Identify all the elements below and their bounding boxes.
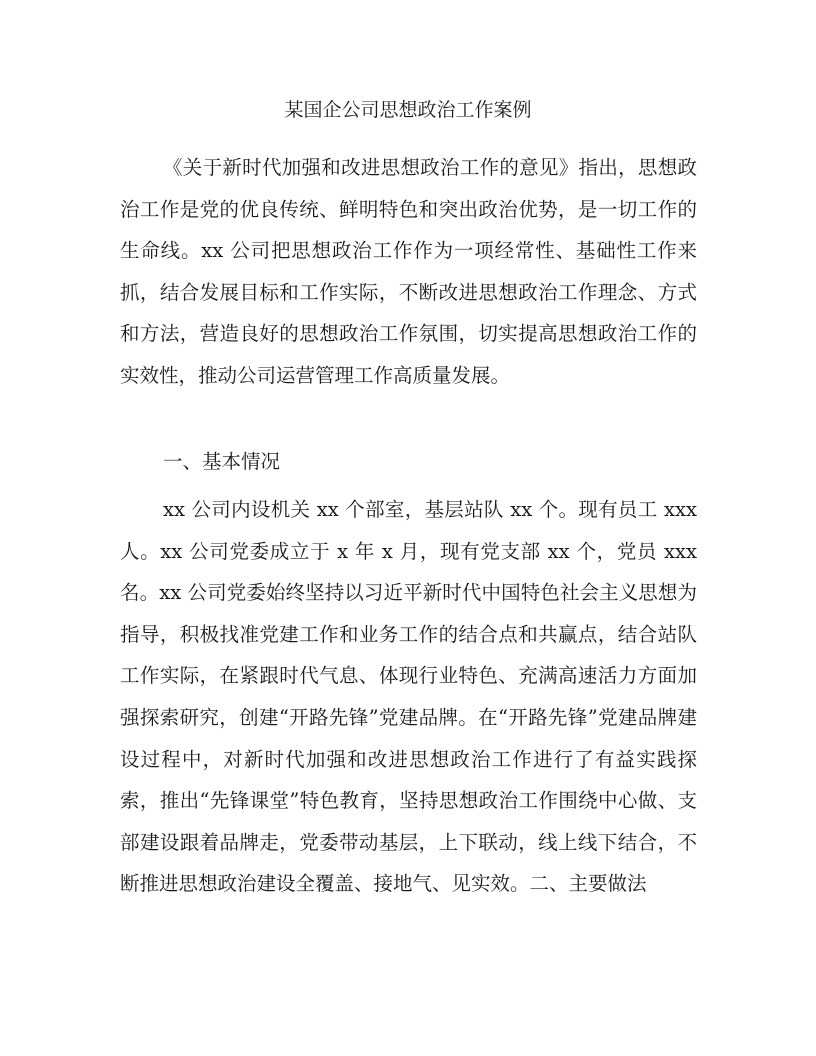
document-title: 某国企公司思想政治工作案例 — [284, 99, 532, 121]
basic-situation-paragraph: xx 公司内设机关 xx 个部室，基层站队 xx 个。现有员工 xxx 人。xx 公司党委成立于 x 年 x 月，现有党支部 xx 个，党员 xxx 名。xx 公司党委始终坚持以习近平新时代中国特色社会主义思想为指导，积极找准党建工作和业务工作的结合点和共赢点，结合站队工作实际，在紧跟时代气息、体现行业特色、充满高速活力方面加强探索研究，创建“开路先锋”党建品牌。在“开路先锋”党建品牌建设过程中，对新时代加强和改进思想政治工作进行了有益实践探索，推出“先锋课堂”特色教育，坚持思想政治工作围绕中心做、支部建设跟着品牌走，党委带动基层，上下联动，线上线下结合，不断推进思想政治建设全覆盖、接地气、见实效。二、主要做法 — [120, 498, 697, 896]
intro-paragraph: 《关于新时代加强和改进思想政治工作的意见》指出，思想政治工作是党的优良传统、鲜明特色和突出政治优势，是一切工作的生命线。xx 公司把思想政治工作作为一项经常性、基础性工作来抓，结合发展目标和工作实际，不断改进思想政治工作理念、方式和方法，营造良好的思想政治工作氛围，切实提高思想政治工作的实效性，推动公司运营管理工作高质量发展。 — [120, 156, 697, 387]
section-heading-basic-situation: 一、基本情况 — [163, 450, 281, 473]
